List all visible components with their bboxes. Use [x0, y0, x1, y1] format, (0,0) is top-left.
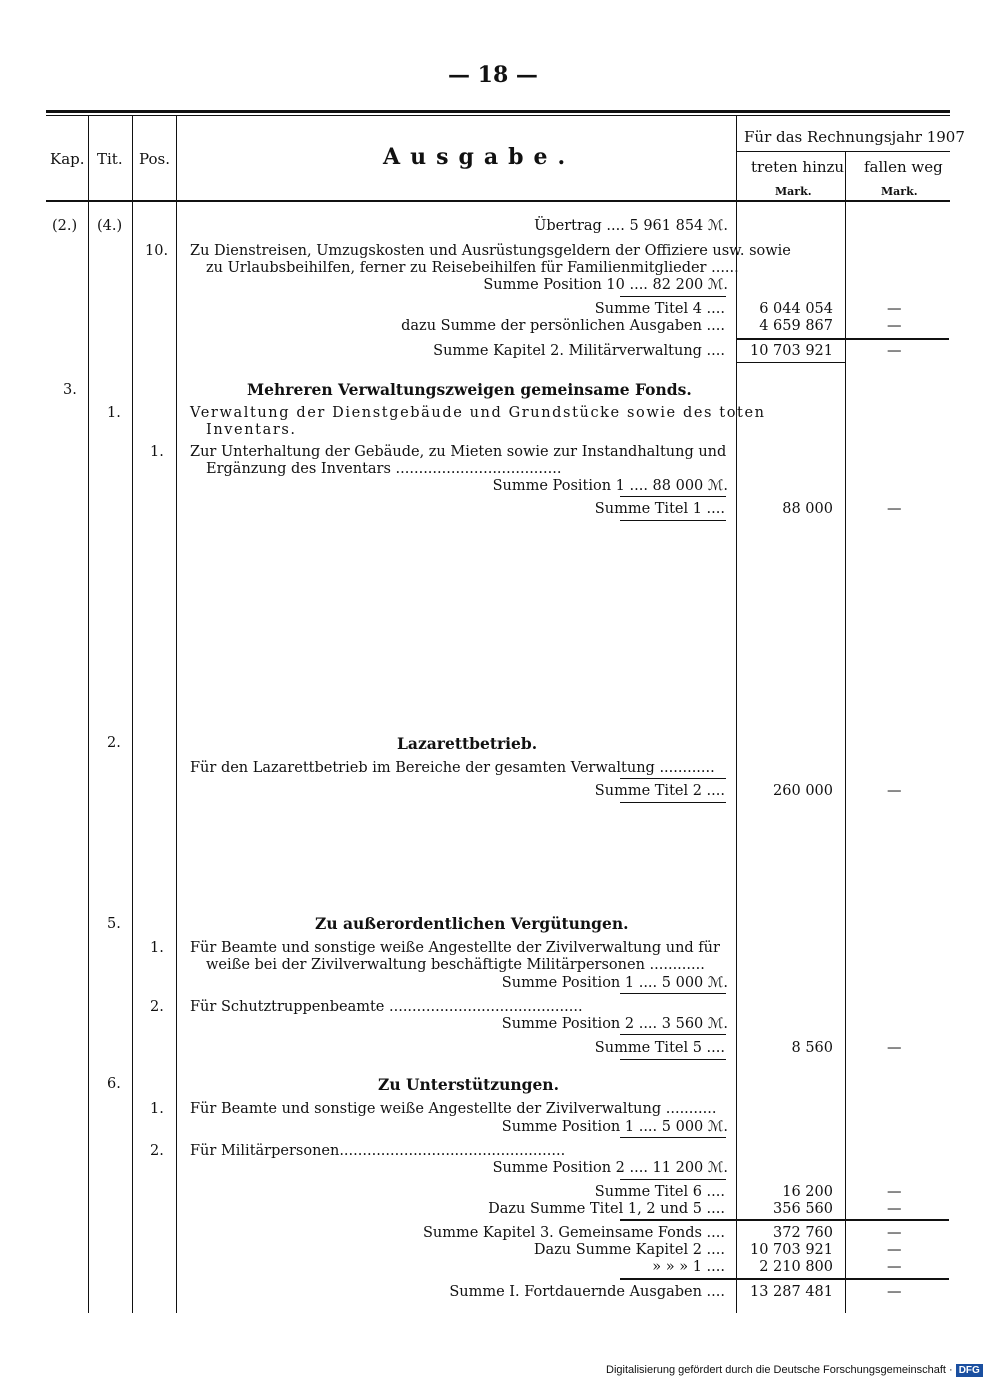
pos10-text-line2: zu Urlaubsbeihilfen, ferner zu Reisebeihilfen für Familienmitglieder ......	[206, 260, 739, 276]
dfg-logo: DFG	[956, 1364, 983, 1377]
header-pos: Pos.	[139, 150, 170, 168]
tit-label: 1.	[107, 405, 121, 421]
sum-rule	[620, 1034, 726, 1035]
sum-I-value: 13 287 481	[749, 1284, 833, 1300]
sum-titel5-label: Summe Titel 5 ....	[594, 1040, 725, 1056]
tit-label: (4.)	[97, 218, 123, 234]
dash: —	[887, 1284, 902, 1300]
dash: —	[887, 1201, 902, 1217]
section-title: Lazarettbetrieb.	[397, 734, 538, 753]
header-tit: Tit.	[97, 150, 123, 168]
header-bottom-rule	[46, 200, 950, 202]
sum-titel2-label: Summe Titel 2 ....	[594, 783, 725, 799]
dash: —	[887, 318, 902, 334]
col-divider-add	[845, 152, 846, 1313]
sum-rule	[620, 1059, 726, 1060]
dash: —	[887, 343, 902, 359]
uebertrag-text: Übertrag .... 5 961 854 ℳ.	[534, 218, 728, 234]
tit1-text-line1: Verwaltung der Dienstgebäude und Grundstücke sowie des toten	[190, 405, 766, 421]
sum-pers-label: dazu Summe der persönlichen Ausgaben ....	[401, 318, 725, 334]
sum-titel4-value: 6 044 054	[759, 301, 833, 317]
header-year-rule	[737, 151, 950, 152]
sum-rule	[620, 496, 726, 497]
sum-rule	[737, 338, 949, 340]
tit5-pos1-sum: Summe Position 1 .... 5 000 ℳ.	[501, 975, 728, 991]
header-unit-drop: Mark.	[881, 185, 918, 198]
dash: —	[887, 1184, 902, 1200]
dazu-kap1-label: » » » 1 ....	[652, 1259, 725, 1275]
top-rule	[46, 110, 950, 113]
tit1-pos1-sum: Summe Position 1 .... 88 000 ℳ.	[492, 478, 728, 494]
sum-titel4-label: Summe Titel 4 ....	[594, 301, 725, 317]
sum-rule	[737, 362, 845, 363]
sum-I-label: Summe I. Fortdauernde Ausgaben ....	[449, 1284, 725, 1300]
pos-label: 2.	[150, 999, 164, 1015]
section-title: Mehreren Verwaltungszweigen gemeinsame Fonds.	[247, 380, 692, 399]
sum-pers-value: 4 659 867	[759, 318, 833, 334]
tit6-pos1-sum: Summe Position 1 .... 5 000 ℳ.	[501, 1119, 728, 1135]
header-kap: Kap.	[50, 150, 85, 168]
pos10-text-line1: Zu Dienstreisen, Umzugskosten und Ausrüstungsgeldern der Offiziere usw. sowie	[190, 243, 791, 259]
tit5-pos2-text: Für Schutztruppenbeamte ..........................................	[190, 999, 583, 1015]
tit1-pos1-text-line2: Ergänzung des Inventars ....................................	[206, 461, 562, 477]
col-divider-pos	[176, 116, 177, 1313]
sum-titel1-label: Summe Titel 1 ....	[594, 501, 725, 517]
section-title: Zu außerordentlichen Vergütungen.	[315, 914, 629, 933]
sum-rule	[620, 1137, 726, 1138]
pos-label: 2.	[150, 1143, 164, 1159]
footer-text: Digitalisierung gefördert durch die Deutsche Forschungsgemeinschaft ·	[606, 1364, 953, 1376]
tit1-pos1-text-line1: Zur Unterhaltung der Gebäude, zu Mieten sowie zur Instandhaltung und	[190, 444, 727, 460]
pos-label: 10.	[145, 243, 169, 259]
sum-rule	[620, 1278, 949, 1280]
pos-label: 1.	[150, 940, 164, 956]
dash: —	[887, 301, 902, 317]
tit5-pos1-text-line1: Für Beamte und sonstige weiße Angestellte der Zivilverwaltung und für	[190, 940, 720, 956]
header-unit-add: Mark.	[775, 185, 812, 198]
page-number: — 18 —	[448, 62, 538, 88]
dazu-kap2-label: Dazu Summe Kapitel 2 ....	[533, 1242, 725, 1258]
header-year: Für das Rechnungsjahr 1907	[744, 128, 965, 146]
sum-rule	[620, 802, 726, 803]
sum-t125-value: 356 560	[773, 1201, 833, 1217]
sum-rule	[620, 520, 726, 521]
dash: —	[887, 1225, 902, 1241]
sum-kap3-value: 372 760	[773, 1225, 833, 1241]
sum-rule	[620, 296, 726, 297]
tit5-pos1-text-line2: weiße bei der Zivilverwaltung beschäftigte Militärpersonen ............	[206, 957, 705, 973]
tit-label: 6.	[107, 1076, 121, 1092]
sum-kap2-label: Summe Kapitel 2. Militärverwaltung ....	[433, 343, 725, 359]
sum-rule	[620, 1179, 726, 1180]
col-divider-tit	[132, 116, 133, 1313]
sum-titel2-value: 260 000	[773, 783, 833, 799]
sum-kap2-value: 10 703 921	[749, 343, 833, 359]
sum-titel6-value: 16 200	[782, 1184, 833, 1200]
dash: —	[887, 501, 902, 517]
tit-label: 2.	[107, 735, 121, 751]
dash: —	[887, 783, 902, 799]
dazu-kap1-value: 2 210 800	[759, 1259, 833, 1275]
tit2-text: Für den Lazarettbetrieb im Bereiche der gesamten Verwaltung ............	[190, 760, 715, 776]
pos-label: 1.	[150, 444, 164, 460]
header-col-add: treten hinzu	[751, 158, 845, 176]
dash: —	[887, 1242, 902, 1258]
col-divider-text	[736, 116, 737, 1313]
pos-label: 1.	[150, 1101, 164, 1117]
sum-rule	[620, 778, 726, 779]
tit5-pos2-sum: Summe Position 2 .... 3 560 ℳ.	[501, 1016, 728, 1032]
header-ausgabe: Ausgabe.	[383, 144, 576, 170]
sum-t125-label: Dazu Summe Titel 1, 2 und 5 ....	[488, 1201, 725, 1217]
tit6-pos2-sum: Summe Position 2 .... 11 200 ℳ.	[492, 1160, 728, 1176]
sum-titel6-label: Summe Titel 6 ....	[594, 1184, 725, 1200]
sum-rule	[620, 1219, 949, 1221]
col-divider-kap	[88, 116, 89, 1313]
sum-titel1-value: 88 000	[782, 501, 833, 517]
tit6-pos1-text: Für Beamte und sonstige weiße Angestellte der Zivilverwaltung ...........	[190, 1101, 717, 1117]
footer-credit	[606, 1364, 983, 1377]
kap-label: 3.	[63, 382, 77, 398]
tit1-text-line2: Inventars.	[206, 422, 297, 438]
sum-titel5-value: 8 560	[791, 1040, 833, 1056]
pos10-sum: Summe Position 10 .... 82 200 ℳ.	[483, 277, 728, 293]
dash: —	[887, 1259, 902, 1275]
kap-label: (2.)	[52, 218, 78, 234]
header-col-drop: fallen weg	[864, 158, 943, 176]
top-rule-thin	[46, 115, 950, 116]
tit6-pos2-text: Für Militärpersonen.................................................	[190, 1143, 566, 1159]
sum-kap3-label: Summe Kapitel 3. Gemeinsame Fonds ....	[422, 1225, 725, 1241]
section-title: Zu Unterstützungen.	[378, 1075, 559, 1094]
tit-label: 5.	[107, 916, 121, 932]
dash: —	[887, 1040, 902, 1056]
dazu-kap2-value: 10 703 921	[749, 1242, 833, 1258]
sum-rule	[620, 993, 726, 994]
